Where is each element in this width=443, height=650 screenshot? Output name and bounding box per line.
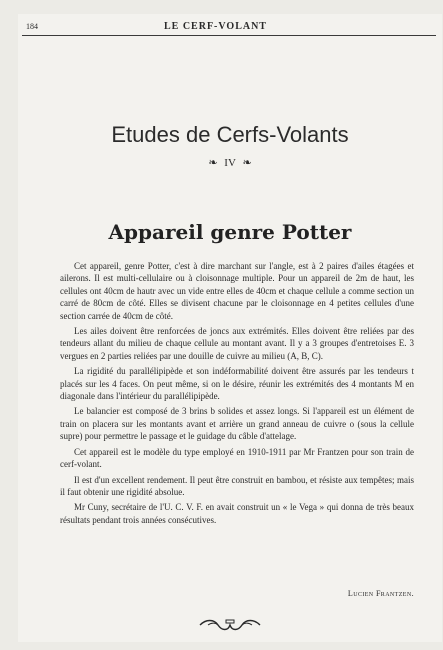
paragraph: Cet appareil est le modèle du type employé en 1910-1911 par Mr Frantzen pour son train de cerf-volant.: [60, 446, 414, 470]
part-number: IV: [224, 157, 236, 169]
fleuron-icon: ❧: [242, 157, 252, 169]
article-title: Appareil genre Potter: [108, 219, 352, 244]
series-title: Etudes de Cerfs-Volants: [111, 121, 349, 147]
running-head: [26, 22, 286, 36]
tailpiece-ornament-icon: [198, 617, 262, 633]
document-page: [18, 14, 442, 642]
fleuron-icon: ❧: [208, 157, 218, 169]
paragraph: Cet appareil, genre Potter, c'est à dire marchant sur l'angle, est à 2 paires d'ailes étagées et ailerons. Il est multi-cellulaire ou à cloisonnage multiple. Pour un appareil de 2m de haut, les cellules ont 40cm de hautr avec un vide entre elles de 40cm et chaque cellule a comme section un carré de 80cm de côté. Elles se divisent chacune par le cloisonnage en 4 petites cellules d'une section carrée de 40cm de côté.: [60, 261, 414, 321]
paragraph: La rigidité du parallélipipède et son indéformabilité doivent être assurés par les tendeurs t placés sur les 4 faces. On peut même, si on le désire, réunir les extrémités des 4 montants M en diagonale dans l'intérieur du parallélipipède.: [60, 366, 414, 402]
part-marker: [18, 156, 442, 169]
journal-title: LE CERF-VOLANT: [164, 21, 267, 32]
article-body: [60, 260, 414, 529]
page-number: 184: [26, 22, 38, 31]
header-rule: [22, 35, 436, 36]
paragraph: Il est d'un excellent rendement. Il peut être construit en bambou, et résiste aux tempêtes; mais il faut obtenir une rigidité absolue.: [60, 474, 414, 497]
paragraph: Le balancier est composé de 3 brins b solides et assez longs. Si l'appareil est un élément de train on placera sur les montants avant et arrière un grand anneau de cuivre o (sous la cellule supre) pour permettre le passage et le guidage du câble d'attelage.: [60, 406, 414, 442]
paragraph: Mr Cuny, secrétaire de l'U. C. V. F. en avait construit un « le Vega » qui donna de très beaux résultats pendant trois années consécutives.: [60, 502, 414, 525]
author-signature: Lucien Frantzen.: [347, 589, 414, 598]
paragraph: Les ailes doivent être renforcées de joncs aux extrémités. Elles doivent être reliées par des tendeurs allant du milieu de chaque cellule au montant avant. Il y a 3 groupes d'entretoises E. 3 vergues en 2 parties reliées par une douille de cuivre au milieu (A, B, C).: [60, 326, 414, 361]
